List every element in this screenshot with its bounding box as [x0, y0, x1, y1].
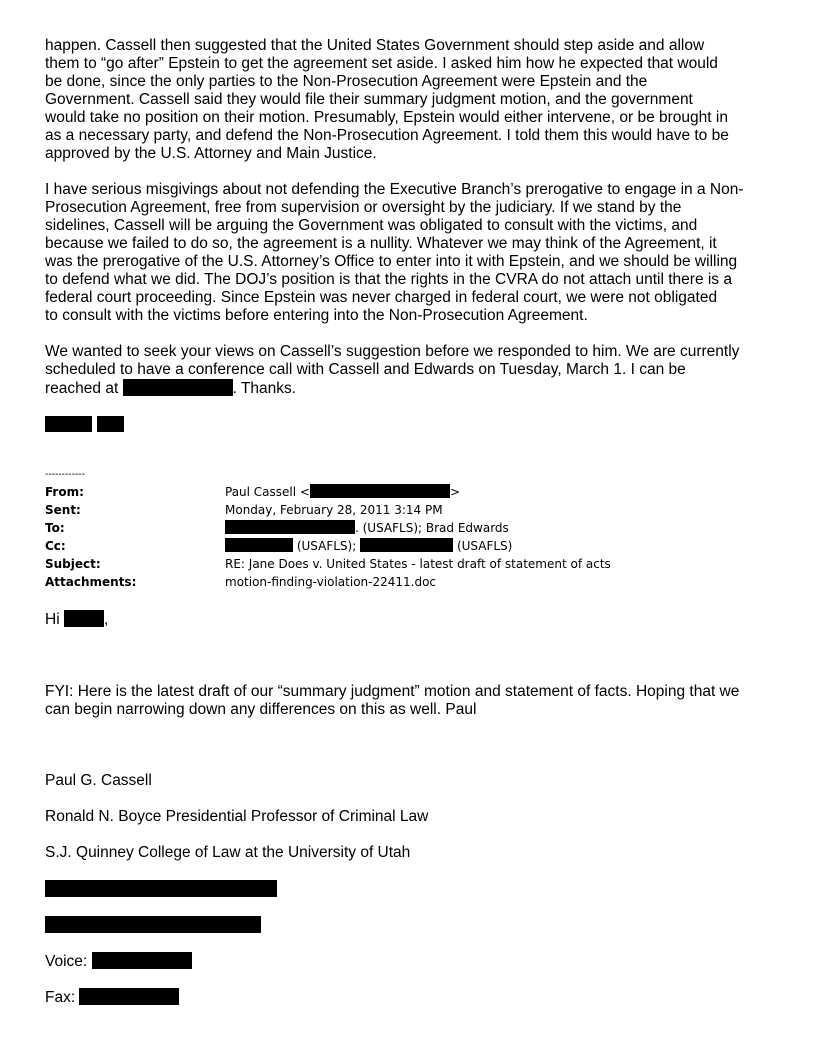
voice-label: Voice:: [45, 953, 88, 970]
text-line: be done, since the only parties to the Non-Prosecution Agreement were Epstein and the: [45, 73, 648, 90]
email-separator: ------------: [45, 469, 85, 480]
reached-at-label: reached at: [45, 380, 119, 397]
cc-label: Cc:: [45, 539, 66, 553]
cc-part2: (USAFLS): [456, 539, 513, 553]
text-line: them to “go after” Epstein to get the agreement set aside. I asked him how he expected that would: [45, 55, 718, 72]
text-line: Prosecution Agreement, free from supervision or oversight by the judiciary. If we stand by the: [45, 199, 682, 216]
sent-label: Sent:: [45, 503, 81, 517]
to-suffix: . (USAFLS); Brad Edwards: [355, 521, 509, 535]
text-line: would take no position on their motion. Presumably, Epstein would either intervene, or be brought in: [45, 109, 728, 126]
redacted-recipient: [225, 520, 355, 534]
from-close: >: [449, 485, 461, 499]
redacted-phone: [123, 379, 233, 396]
text-line: scheduled to have a conference call with Cassell and Edwards on Tuesday, March 1. I can be: [45, 361, 686, 378]
text-line: federal court proceeding. Since Epstein was never charged in federal court, we were not obligated: [45, 289, 718, 306]
redacted-voice-number: [92, 952, 192, 969]
greeting-suffix: ,: [103, 611, 109, 628]
sent-value: Monday, February 28, 2011 3:14 PM: [225, 503, 443, 517]
text-line: to defend what we did. The DOJ’s position is that the rights in the CVRA do not attach until there is a: [45, 271, 732, 288]
text-line: I have serious misgivings about not defending the Executive Branch’s prerogative to engage in a Non-: [45, 181, 744, 198]
redacted-signature-first: [45, 416, 92, 432]
redacted-address-line-1: [45, 880, 277, 897]
redacted-address-line-2: [45, 916, 261, 933]
from-label: From:: [45, 485, 84, 499]
fax-label: Fax:: [45, 989, 76, 1006]
text-line: approved by the U.S. Attorney and Main Justice.: [45, 145, 377, 162]
text-line: FYI: Here is the latest draft of our “summary judgment” motion and statement of facts. Hoping that we: [45, 683, 740, 700]
from-name: Paul Cassell <: [225, 485, 310, 499]
to-value: [225, 519, 509, 537]
greeting: [45, 610, 108, 629]
voice-line: [45, 952, 192, 971]
redacted-cc-1: [225, 538, 293, 552]
fax-line: [45, 988, 179, 1007]
attachment-file[interactable]: motion-finding-violation-22411.doc: [225, 575, 437, 589]
redacted-greeting-name: [64, 610, 104, 627]
text-line: sidelines, Cassell will be arguing the Government was obligated to consult with the victims, and: [45, 217, 698, 234]
signature-name: Paul G. Cassell: [45, 772, 152, 789]
text-line: because we failed to do so, the agreement is a nullity. Whatever we may think of the Agreement, it: [45, 235, 717, 252]
redacted-cc-2: [360, 538, 453, 552]
misgivings-paragraph: [45, 181, 780, 325]
fyi-paragraph: [45, 683, 780, 719]
signature-institution: S.J. Quinney College of Law at the University of Utah: [45, 844, 411, 861]
signature-title: Ronald N. Boyce Presidential Professor of Criminal Law: [45, 808, 429, 825]
text-line: to consult with the victims before entering into the Non-Prosecution Agreement.: [45, 307, 588, 324]
subject-label: Subject:: [45, 557, 101, 571]
subject-value: RE: Jane Does v. United States - latest draft of statement of acts: [225, 557, 611, 571]
redacted-signature-last: [97, 416, 124, 432]
from-value: [225, 483, 460, 501]
redacted-email: [310, 484, 450, 498]
greeting-prefix: Hi: [45, 611, 60, 628]
text-line: can begin narrowing down any differences on this as well. Paul: [45, 701, 477, 718]
continuation-paragraph: [45, 37, 780, 163]
text-line: [45, 379, 780, 398]
text-line: Government. Cassell said they would file their summary judgment motion, and the government: [45, 91, 693, 108]
text-line: was the prerogative of the U.S. Attorney’s Office to enter into it with Epstein, and we should be willing: [45, 253, 738, 270]
views-paragraph: [45, 343, 780, 398]
thanks-text: . Thanks.: [232, 380, 297, 397]
to-label: To:: [45, 521, 65, 535]
text-line: as a necessary party, and defend the Non-Prosecution Agreement. I told them this would have to be: [45, 127, 729, 144]
cc-value: [225, 537, 512, 555]
redacted-fax-number: [79, 988, 179, 1005]
cc-part1: (USAFLS);: [296, 539, 357, 553]
text-line: happen. Cassell then suggested that the United States Government should step aside and allow: [45, 37, 705, 54]
text-line: We wanted to seek your views on Cassell’s suggestion before we responded to him. We are currently: [45, 343, 740, 360]
attachments-label: Attachments:: [45, 575, 137, 589]
